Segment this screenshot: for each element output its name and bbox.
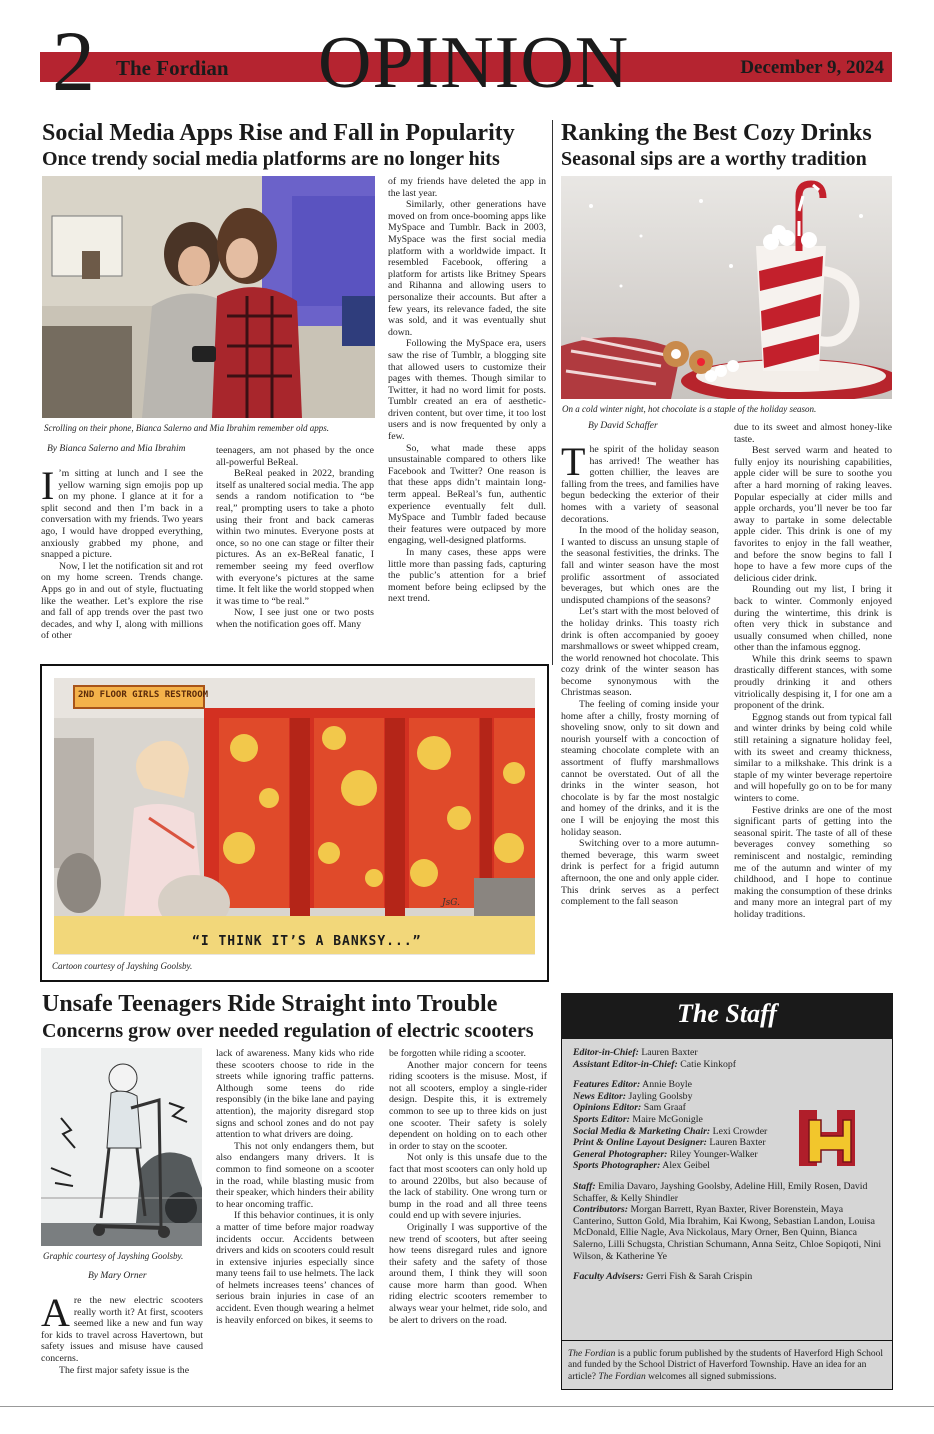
staff-role: Features Editor: <box>573 1079 641 1091</box>
advisers-label: Faculty Advisers: <box>573 1271 644 1283</box>
paragraph: teenagers, am not phased by the once all-powerful BeReal. <box>216 445 374 468</box>
staff-role: General Photographer: <box>573 1148 668 1160</box>
paragraph: Best served warm and heated to fully enjoy its nourishing capabilities, apple cider will be sure to soothe you after a hard morning of raking leaves. Popular especially at cider mills and apple orchards, you’ll never be too far away to partake in some delectable apple cider. This drink is one of my favorites to enjoy in the fall weather, and before the snow begins to fall I hope to have a few more cups of the delicious cider drink. <box>734 445 892 584</box>
article2-column-1 <box>561 439 719 908</box>
staff-role: News Editor: <box>573 1090 627 1102</box>
paragraph: ’m sitting at lunch and I see the yellow warning sign emojis pop up on my phone. I glance at it for a split second and then I’m back in a conversation with my friends. Two years ago, I would have dropped everything, anxiously grabbed my phone, and snapped a picture. <box>41 468 203 561</box>
contributors-names: Morgan Barrett, Ryan Baxter, River Borenstein, Maya Canterino, Sutton Gold, Mia Ibrahim, Kai Kwong, Sebastian Landon, Louisa McDonald, Ellie Nagle, Ava Nickolaus, Mary Orner, Ben Quinn, Bianca Salerno, Lilli Schugsta, Christian Schumann, Anna Seitz, Chloe Sopiqoti, Nini Wilson, & Katherine Ye <box>573 1204 882 1262</box>
article1-dropcap: I <box>41 463 55 508</box>
section-title: OPINION <box>318 22 630 104</box>
article3-caption: Graphic courtesy of Jayshing Goolsby. <box>43 1251 184 1261</box>
paper-name: The Fordian <box>116 56 229 80</box>
paragraph: The feeling of coming inside your home after a chilly, frosty morning of shoveling snow, only to sit down and nourish yourself with a concoction of steaming chocolate complete with an assortment of fluffy marshmallows cannot be overstated. Out of all the drinks in the winter season, hot chocolate is by far the most nostalgic and homey of the drinks, and it is the one I will be enjoying the most this holiday season. <box>561 699 719 838</box>
note-text: is a public forum published by the students of Haverford High School and funded by the School District of Haverford Township. Have an idea for an article? <box>568 1349 883 1382</box>
paragraph: In many cases, these apps were little more than passing fads, capturing the public’s attention for a brief moment before being eclipsed by the next trend. <box>388 547 546 605</box>
staff-title: The Staff <box>677 999 777 1028</box>
paragraph: While this drink seems to spawn drastically different stances, with some proudly drinking it and others vitriolically despising it, I for one am a proponent of the drink. <box>734 653 892 712</box>
article2-caption: On a cold winter night, hot chocolate is a staple of the holiday season. <box>562 404 817 414</box>
staff-role: Sports Photographer: <box>573 1160 661 1172</box>
staff-label: Staff: <box>573 1180 596 1192</box>
paragraph: Another major concern for teens riding scooters is the misuse. Most, if not all scooters, employ a single-rider design. Despite this, it is extremely common to see up to three kids on just one scooter. Their safety is solely dependent on holding on to each other in order to stay on the scooter. <box>389 1059 547 1152</box>
paragraph: Now, I let the notification sit and rot on my home screen. Trends change. Apps go in and out of style, fluctuating like the weather. Let’s explore the rise and fall of app trends over the past two decades, and why I, along with millions of other <box>41 560 203 642</box>
paragraph: Let’s start with the most beloved of the holiday drinks. This toasty rich drink is often accompanied by gooey marshmallows or sweet whipped cream, the world renowned hot chocolate. This cozy drink of the winter season has become synonymous with the Christmas season. <box>561 606 719 699</box>
paragraph: The first major safety issue is the <box>59 1364 190 1376</box>
staff-name: Annie Boyle <box>642 1079 692 1091</box>
staff-name: Lexi Crowder <box>712 1125 768 1137</box>
paragraph: Similarly, other generations have moved on from once-booming apps like MySpace and Tumblr. Back in 2003, MySpace was the first social media platform with a worldwide impact. It resembled Facebook, offering a platform for artists like Britney Spears and Rihanna and allowing users to personalize their accounts. But after a few years, its relevance faded, the site was sold, and it was eventually shut down. <box>388 199 546 338</box>
contributors-label: Contributors: <box>573 1204 628 1216</box>
staff-role: Print & Online Layout Designer: <box>573 1137 707 1149</box>
paragraph: Following the MySpace era, users saw the rise of Tumblr, a blogging site that allowed users to customize their pages with themes. Though similar to Twitter, it had no word limit for posts. Tumblr created an era of aesthetic-driven content, but over time, it too lost users and is now frequented by only a few. <box>388 338 546 443</box>
paragraph: This not only endangers them, but also endangers many drivers. It is common to find someone on a scooter in the road, while blasting music from their speaker, which hinders their ability to hear oncoming traffic. <box>216 1140 374 1210</box>
cartoon-caption: Cartoon courtesy of Jayshing Goolsby. <box>52 961 193 971</box>
article2-photo <box>561 176 892 399</box>
cartoon-illustration <box>54 678 535 955</box>
article2-column-2 <box>734 422 892 921</box>
page-number: 2 <box>52 13 95 109</box>
staff-name: Riley Younger-Walker <box>669 1148 758 1160</box>
paragraph: lack of awareness. Many kids who ride these scooters choose to ride in the streets while ignoring traffic patterns. Although some teens do ride responsibly (in the bike lane and paying attention), the majority disregard stop signs and school zones and do not pay attention to what drivers are doing. <box>216 1048 374 1141</box>
staff-name: Alex Geibel <box>662 1160 710 1172</box>
article1-photo <box>42 176 375 418</box>
paragraph: Not only is this unsafe due to the fact that most scooters can only hold up to around 220lbs, but also because of the lack of stability. One wrong turn or bump in the road and all three teens could end up with severe injuries. <box>389 1152 547 1222</box>
article1-column-2 <box>216 445 374 631</box>
staff-name: Maire McGonigle <box>632 1113 703 1125</box>
note-text: welcomes all signed submissions. <box>645 1371 777 1382</box>
article1-subhead: Once trendy social media platforms are no longer hits <box>42 148 500 170</box>
paragraph: BeReal peaked in 2022, branding itself as unaltered social media. The app sends a random notification to “be real,” prompting users to take a photo using their front and back cameras within two minutes. Everyone posts at once, so no one can stage or filter their pictures. As an ex-BeReal fanatic, I remember seeing my feed overflow with everyone’s pictures at the same time. It felt like the world stopped when it was time to “be real.” <box>216 468 374 607</box>
article3-column-3 <box>389 1048 547 1326</box>
paper-name-italic: The Fordian <box>568 1349 616 1359</box>
paragraph: Eggnog stands out from typical fall and winter drinks by being cold while still retaining a signature holiday feel, with its sweet and creamy thickness, similar to a milkshake. This drink is a staple of my winter beverage repertoire and will hopefully go on to be for many winters to come. <box>734 711 892 804</box>
article2-subhead: Seasonal sips are a worthy tradition <box>561 148 867 170</box>
school-logo <box>795 1106 859 1170</box>
article2-dropcap: T <box>561 439 586 484</box>
article3-dropcap: A <box>41 1290 70 1335</box>
paragraph: So, what made these apps unsustainable compared to others like Facebook and Twitter? One reason is that these apps didn’t maintain long-term appeal. BeReal’s fun, authentic experience eventually felt dull. MySpace and Tumblr faded because their features were outpaced by more engaging, well-designed platforms. <box>388 442 546 547</box>
article1-column-1 <box>41 463 203 642</box>
staff-name: Sam Graaf <box>643 1102 686 1114</box>
column-divider <box>552 120 553 665</box>
article1-headline: Social Media Apps Rise and Fall in Popularity <box>42 120 515 146</box>
cartoon-sign: 2ND FLOOR GIRLS RESTROOM <box>78 690 209 700</box>
page-bottom-rule <box>0 1406 934 1407</box>
staff-role: Editor-in-Chief: <box>573 1047 639 1058</box>
article1-byline: By Bianca Salerno and Mia Ibrahim <box>47 444 186 454</box>
paragraph: re the new electric scooters really worth it? At first, scooters seemed like a new and fun way for kids to travel across Havertown, but safety issues and misuse have caused concerns. <box>41 1295 203 1364</box>
article3-graphic <box>41 1048 202 1246</box>
paragraph: Switching over to a more autumn-themed beverage, this warm sweet drink is perfect for a frigid autumn afternoon, the one and only apple cider. This drink serves as a perfect complement to the fall season <box>561 838 719 908</box>
paragraph: be forgotten while riding a scooter. <box>389 1048 526 1059</box>
staff-name: Lauren Baxter <box>641 1047 698 1058</box>
staff-role: Social Media & Marketing Chair: <box>573 1125 711 1137</box>
staff-name: Catie Kinkopf <box>680 1058 737 1070</box>
paragraph: If this behavior continues, it is only a matter of time before major roadway incidents occur. Accidents between drivers and kids on scooters could result in extensive injuries especially since many teens fail to use helmets. The lack of helmets increases teens’ chances of serious brain injuries in case of an accident. Even though wearing a helmet is heavily enforced on bikes, it seems to <box>216 1210 374 1326</box>
paragraph: he spirit of the holiday season has arrived! The weather has gotten chillier, the leaves are falling from the trees, and families have begun bedecking the exterior of their homes with a variety of seasonal decorations. <box>561 444 719 525</box>
article3-subhead: Concerns grow over needed regulation of electric scooters <box>42 1020 534 1042</box>
paragraph: Rounding out my list, I bring it back to winter. Commonly enjoyed during the wintertime, this drink is often very thick in substance and usually consumed when chilled, none other than the infamous eggnog. <box>734 584 892 654</box>
article3-column-1 <box>41 1290 203 1376</box>
article3-headline: Unsafe Teenagers Ride Straight into Trouble <box>42 991 498 1017</box>
paragraph: Now, I see just one or two posts when the notification goes off. Many <box>216 607 374 630</box>
paragraph: of my friends have deleted the app in the last year. <box>388 176 546 199</box>
article3-byline: By Mary Orner <box>88 1271 147 1281</box>
article1-caption: Scrolling on their phone, Bianca Salerno and Mia Ibrahim remember old apps. <box>44 423 330 433</box>
staff-name: Lauren Baxter <box>709 1137 766 1149</box>
article1-column-3 <box>388 176 546 605</box>
cartoon-frame <box>40 664 549 982</box>
staff-role: Sports Editor: <box>573 1113 630 1125</box>
staff-name: Jayling Goolsby <box>628 1090 693 1102</box>
cartoon-signature: JsG. <box>442 898 460 908</box>
staff-divider <box>561 1340 893 1341</box>
advisers-names: Gerri Fish & Sarah Crispin <box>646 1271 753 1283</box>
paragraph: Originally I was supportive of the new trend of scooters, but after seeing how teens disregard rules and ignore their safety and the safety of those around them, I think they will soon cause more harm than good. When riding electric scooters remember to always wear your helmet, ride solo, and be alert to drivers on the road. <box>389 1221 547 1326</box>
staff-role: Opinions Editor: <box>573 1102 642 1114</box>
article2-headline: Ranking the Best Cozy Drinks <box>561 120 872 146</box>
article2-byline: By David Schaffer <box>588 421 658 431</box>
issue-date: December 9, 2024 <box>740 57 884 78</box>
paper-name-italic: The Fordian <box>598 1371 646 1382</box>
article3-column-2 <box>216 1048 374 1326</box>
paragraph: In the mood of the holiday season, I wanted to discuss an unsung staple of the seasonal festivities, the drinks. The fall and winter season have the most prolific assortment of associated beverages, but which ones are the undisputed champions of the seasons? <box>561 525 719 606</box>
publication-note <box>568 1349 886 1383</box>
paragraph: Festive drinks are one of the most significant parts of getting into the seasonal spirit. The taste of all of these beverages convey something so reminiscent and nostalgic, reminding me of the autumn and winter of my childhood, and I hope to continue making the consumption of these drinks and many more an integral part of my holiday traditions. <box>734 804 892 920</box>
paragraph: due to its sweet and almost honey-like taste. <box>734 422 892 445</box>
cartoon-speech: “I THINK IT’S A BANKSY...” <box>192 934 422 949</box>
staff-role: Assistant Editor-in-Chief: <box>573 1058 678 1070</box>
staff-names: Emilia Davaro, Jayshing Goolsby, Adeline Hill, Emily Rosen, David Schaffer, & Kelly Shindler <box>573 1180 868 1204</box>
